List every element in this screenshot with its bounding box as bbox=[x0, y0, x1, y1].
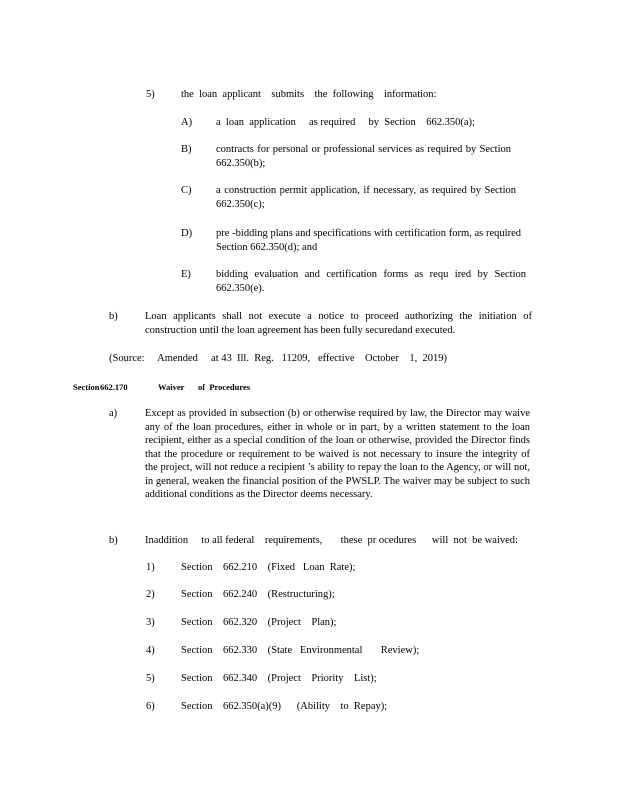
list-item-label: 2) bbox=[146, 589, 155, 600]
list-item-label: 5) bbox=[146, 673, 155, 684]
sub-item-text: bidding evaluation and certification forms as requ ired by Section 662.350(e). bbox=[216, 269, 526, 294]
list-item-label: 4) bbox=[146, 645, 155, 656]
section-title-2: of Procedures bbox=[198, 382, 251, 392]
sub-item-label: D) bbox=[181, 228, 193, 239]
section-number: 662.170 bbox=[100, 382, 128, 392]
sub-item-text: a loan application as required by Section 662.350(a); bbox=[216, 117, 475, 128]
item-text: the loan applicant submits the following information: bbox=[181, 89, 437, 100]
paragraph-label: b) bbox=[109, 311, 118, 322]
sub-item-label: C) bbox=[181, 185, 192, 196]
paragraph-text: Loan applicants shall not execute a notice to proceed authorizing the initiation of construction until the loan agreement has been fully securedand executed. bbox=[145, 311, 532, 336]
source-note: (Source: Amended at 43 Ill. Reg. 11209, effective October 1, 2019) bbox=[109, 353, 447, 364]
paragraph-label: a) bbox=[109, 408, 118, 419]
sub-item-text: pre -bidding plans and specifications with certification form, as required Section 662.350(d); and bbox=[216, 228, 521, 253]
sub-item-text: contracts for personal or professional services as required by Section 662.350(b); bbox=[216, 144, 511, 169]
sub-item-text: a construction permit application, if necessary, as required by Section 662.350(c); bbox=[216, 185, 516, 210]
sub-item-label: E) bbox=[181, 269, 191, 280]
list-item-text: Section 662.330 (State Environmental Review); bbox=[181, 645, 420, 656]
item-label: 5) bbox=[146, 89, 155, 100]
list-item-label: 3) bbox=[146, 617, 155, 628]
section-word: Section bbox=[73, 382, 100, 392]
paragraph-text: Inaddition to all federal requirements, these pr ocedures will not be waived: bbox=[145, 535, 518, 546]
section-heading bbox=[73, 381, 251, 395]
list-item-text: Section 662.350(a)(9) (Ability to Repay); bbox=[181, 701, 388, 712]
list-item-text: Section 662.340 (Project Priority List); bbox=[181, 673, 377, 684]
list-item-label: 1) bbox=[146, 562, 155, 573]
sub-item-label: B) bbox=[181, 144, 192, 155]
paragraph-label: b) bbox=[109, 535, 118, 546]
list-item-text: Section 662.240 (Restructuring); bbox=[181, 589, 335, 600]
paragraph-text: Except as provided in subsection (b) or otherwise required by law, the Director may waive any of the loan procedures, either in whole or in part, by a written statement to the loan recipient, either as a special condition of the loan or otherwise, provided the Director finds that the procedure or requirement to be waived is not necessary to insure the integrity of the project, will not reduce a recipient ’s ability to repay the loan to the Agency, or will not, in general, weaken the financial position of the PWSLP. The waiver may be subject to such additional conditions as the Director deems necessary. bbox=[145, 408, 530, 500]
list-item-text: Section 662.210 (Fixed Loan Rate); bbox=[181, 562, 356, 573]
section-title-1: Waiver bbox=[158, 382, 185, 392]
list-item-text: Section 662.320 (Project Plan); bbox=[181, 617, 337, 628]
sub-item-label: A) bbox=[181, 117, 193, 128]
list-item-label: 6) bbox=[146, 701, 155, 712]
